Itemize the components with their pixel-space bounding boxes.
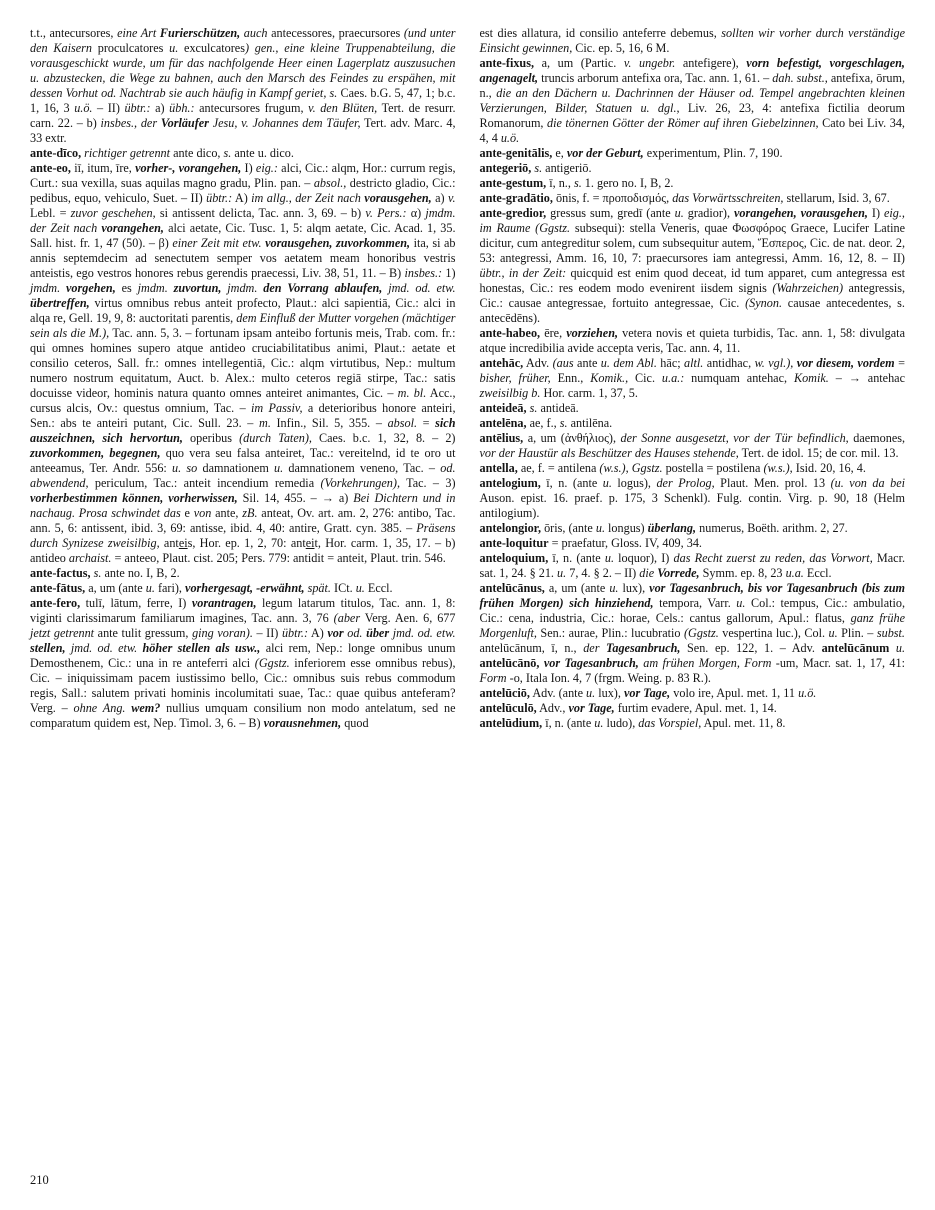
entry-paragraph: ante-fixus, a, um (Partic. v. ungebr. antefigere), vorn befestigt, vorgeschlagen, angenagelt, truncis arborum antefixa ora, Tac. ann. 1, 61. – dah. subst., antefixa, ōrum, n., die an den Dächern u. Dachrinnen der Häuser od. Tempel angebrachten kleinen Verzierungen, Bilder, Statuen u. dgl., Liv. 26, 23, 4: antefixa fictilia deorum Romanorum, die tönernen Götter der Römer auf ihren Giebelzinnen, Cato bei Liv. 34, 4, 4 u.ö.	[479, 56, 906, 145]
entry-paragraph: antelūcānus, a, um (ante u. lux), vor Tagesanbruch, bis vor Tagesanbruch (bis zum frühen Morgen) sich hinziehend, tempora, Varr. u. Col.: tempus, Cic.: ambulatio, Cic.: cena, industria, Cic.: horae, Cels.: cantus gallorum, Apul.: flatus, ganz frühe Morgenluft, Sen.: aurae, Plin.: lucubratio (Ggstz. vespertina luc.), Col. u. Plin. – subst. antelūcānum, ī, n., der Tagesanbruch, Sen. ep. 122, 1. – Adv. antelūcānum u. antelūcānō, vor Tagesanbruch, am frühen Morgen, Form -um, Macr. sat. 1, 17, 41: Form -o, Itala Ion. 4, 7 (frgm. Weing. p. 83 R.).	[479, 581, 906, 685]
entry-paragraph: antelūculō, Adv., vor Tage, furtim evadere, Apul. met. 1, 14.	[479, 701, 777, 715]
entry-paragraph: t.t., antecursores, eine Art Furierschützen, auch antecessores, praecursores (und unter den Kaisern proculcatores u. exculcatores) gen., eine kleine Truppenabteilung, die vorausgeschickt wurde, um für das nachfolgende Heer einen Lagerplatz auszusuchen u. abzustecken, die Wege zu bahnen, auch den Marsch des Feindes zu erspähen, mit dessen Vorhut od. Nachtrab sie auch häufig in Kampf geriet, s. Caes. b.G. 5, 47, 1; b.c. 1, 16, 3 u.ö. – II) übtr.: a) übh.: antecursores frugum, v. den Blüten, Tert. de resurr. carn. 22. – b) insbes., der Vorläufer Jesu, v. Johannes dem Täufer, Tert. adv. Marc. 4, 33 extr.	[30, 26, 456, 145]
entry-paragraph: ante-gradātio, ōnis, f. = προποδισμός, das Vorwärtsschreiten, stellarum, Isid. 3, 67.	[479, 191, 890, 205]
entry-paragraph: antelongior, ōris, (ante u. longus) überlang, numerus, Boëth. arithm. 2, 27.	[479, 521, 848, 535]
entry-paragraph: ante-loquitur = praefatur, Gloss. IV, 409, 34.	[479, 536, 702, 550]
entry-paragraph: antelēna, ae, f., s. antilēna.	[479, 416, 613, 430]
entry-paragraph: antelūciō, Adv. (ante u. lux), vor Tage, volo ire, Apul. met. 1, 11 u.ö.	[479, 686, 817, 700]
entry-paragraph: ante-habeo, ēre, vorziehen, vetera novis et quieta turbidis, Tac. ann. 1, 58: divulgata atque incredibilia avide accepta veris, Tac. ann. 4, 11.	[479, 326, 905, 355]
entry-paragraph: ante-gestum, ī, n., s. 1. gero no. I, B, 2.	[479, 176, 674, 190]
entry-paragraph: ante-gredior, gressus sum, gredī (ante u. gradior), vorangehen, vorausgehen, I) eig., im Raume (Ggstz. subsequi): stella Veneris, quae Φωσφόρος Graece, Lucifer Latine dicitur, cum antegreditur solem, cum subsequitur autem, Ἕσπερος, Cic. de nat. deor. 2, 53: antegressi, Amm. 16, 10, 7: praecursores iam antegressi, Amm. 16, 12, 8. – II) übtr., in der Zeit: quicquid est enim quod deceat, id tum apparet, cum antegressa est honestas, Cic.: res eodem modo evenirent iisdem signis (Wahrzeichen) antegressis, Cic.: causae antegressae, fortuito antegressae, Cic. (Synon. causae antecedentes, s. antecēdēns).	[479, 206, 905, 325]
entry-paragraph: ante-dīco, richtiger getrennt ante dico, s. ante u. dico.	[30, 146, 294, 160]
entry-paragraph: anteideā, s. antideā.	[479, 401, 579, 415]
entry-paragraph: antelogium, ī, n. (ante u. logus), der Prolog, Plaut. Men. prol. 13 (u. von da bei Auson. epist. 16. praef. p. 175, 3 Schenkl). Fulg. contin. Virg. p. 90, 18 (Helm antilogium).	[479, 476, 906, 520]
entry-paragraph: ante-eo, iī, itum, īre, vorher-, vorangehen, I) eig.: alci, Cic.: alqm, Hor.: currum regis, Curt.: sua vexilla, suas aquilas magno gradu, Plin. pan. – absol., destricto gladio, Cic.: pedibus, equo, vehiculo, Suet. – II) übtr.: A) im allg., der Zeit nach vorausgehen, a) v. Lebl. = zuvor geschehen, si antissent delicta, Tac. ann. 3, 69. – b) v. Pers.: α) jmdm. der Zeit nach vorangehen, alci aetate, Cic. Tusc. 1, 5: alqm aetate, Cic. Acad. 1, 35. Sall. hist. fr. 1, 47 (50). – β) einer Zeit mit etw. vorausgehen, zuvorkommen, ita, si ab annis septemdecim ad senectutem semper vos aetatem meam honoribus vestris anteistis, ego vestros honores rebus gerendis praecessi, Liv. 38, 51, 11. – B) insbes.: 1) jmdm. vorgehen, es jmdm. zuvortun, jmdm. den Vorrang ablaufen, jmd. od. etw. übertreffen, virtus omnibus rebus anteit profecto, Plaut.: alci sapientiā, Cic.: alci in alqa re, Gell. 19, 9, 8: auctoritati parentis, dem Einfluß der Mutter vorgehen (mächtiger sein als die M.), Tac. ann. 5, 3. – fortunam ipsam anteibo fortunis meis, Trab. com. fr.: qui omnes homines supero atque antideo cruciabilitatibus animi, Plaut.: aetate et consilio ceteros, Sall. fr.: omnes intellegentiā, Cic.: alqm virtutibus, Nep.: multum numero nostrum equitatum, Auct. b. Alex.: multo ceteros regiā stirpe, Tac.: satis docuisse videor, hominis natura quanto omnes anteiret animantes, Cic. – m. bl. Acc., cursus alcis, Ov.: questus omnium, Tac. – im Passiv, a deterioribus honore anteiri, Sen.: abs te anteiri putant, Cic. Sull. 23. – m. Infin., Sil. 5, 355. – absol. = sich auszeichnen, sich hervortun, operibus (durch Taten), Caes. b.c. 1, 32, 8. – 2) zuvorkommen, begegnen, quo vera seu falsa anteiret, Tac.: vereitelnd, id te oro ut anteeamus, Ter. Andr. 556: u. so damnationem u. damnationem veneno, Tac. – od. abwendend, periculum, Tac.: anteit incendium remedia (Vorkehrungen), Tac. – 3) vorherbestimmen können, vorherwissen, Sil. 14, 455. – → a) Bei Dichtern und in nachaug. Prosa schwindet das e von ante, zB. anteat, Ov. art. am. 2, 276: antibo, Tac. ann. 5, 6: antissent, ibid. 3, 69: antisse, ibid. 4, 40: antire, Gratt. cyn. 385. – Präsens durch Synizese zweisilbig, anteis, Hor. ep. 1, 2, 70: anteit, Hor. carm. 1, 35, 17. – b) antideo archaist. = anteeo, Plaut. cist. 205; Pers. 779: antidit = anteit, Plaut. trin. 546.	[30, 161, 456, 565]
entry-paragraph: anteloquium, ī, n. (ante u. loquor), I) das Recht zuerst zu reden, das Vorwort, Macr. sat. 1, 24. § 21. u. 7, 4. § 2. – II) die Vorrede, Symm. ep. 8, 23 u.a. Eccl.	[479, 551, 906, 580]
entry-paragraph: ante-fero, tulī, lātum, ferre, I) vorantragen, legum latarum titulos, Tac. ann. 1, 8: viginti clarissimarum familiarum imagines, Tac. ann. 3, 76 (aber Verg. Aen. 6, 677 jetzt getrennt ante tulit gressum, ging voran). – II) übtr.: A) vor od. über jmd. od. etw. stellen, jmd. od. etw. höher stellen als usw., alci rem, Nep.: longe omnibus unum Demosthenem, Cic.: una in re anteferri alci (Ggstz. inferiorem esse omnibus rebus), Cic. – iniquissimam pacem iustissimo bello, Cic.: omnibus suis rebus commodum regis, Sall.: salutem privati hominis incolumitati suae, Tac.: quae quibus anteferam? Verg. – ohne Ang. wem? nullius umquam consilium non modo antelatum, sed ne comparatum quidem est, Nep. Timol. 3, 6. – B) vorausnehmen, quod	[30, 596, 456, 730]
right-column	[480, 26, 906, 731]
entry-paragraph: ante-factus, s. ante no. I, B, 2.	[30, 566, 180, 580]
entry-paragraph: antelūdium, ī, n. (ante u. ludo), das Vorspiel, Apul. met. 11, 8.	[479, 716, 786, 730]
entry-paragraph: antella, ae, f. = antilena (w.s.), Ggstz. postella = postilena (w.s.), Isid. 20, 16, 4.	[479, 461, 866, 475]
entry-paragraph: ante-fātus, a, um (ante u. fari), vorhergesagt, -erwähnt, spät. ICt. u. Eccl.	[30, 581, 393, 595]
left-column	[30, 26, 456, 731]
text-columns	[30, 26, 905, 731]
entry-paragraph: est dies allatura, id consilio anteferre debemus, sollten wir vorher durch verständige Einsicht gewinnen, Cic. ep. 5, 16, 6 M.	[479, 26, 905, 55]
entry-paragraph: antēlius, a, um (ἀνθήλιος), der Sonne ausgesetzt, vor der Tür befindlich, daemones, vor der Haustür als Beschützer des Hauses stehende, Tert. de idol. 15; de cor. mil. 13.	[479, 431, 906, 460]
entry-paragraph: antegeriō, s. antigeriō.	[479, 161, 592, 175]
page-number: 210	[30, 1173, 49, 1187]
entry-paragraph: ante-genitālis, e, vor der Geburt, experimentum, Plin. 7, 190.	[479, 146, 783, 160]
entry-paragraph: antehāc, Adv. (aus ante u. dem Abl. hāc; altl. antidhac, w. vgl.), vor diesem, vordem = bisher, früher, Enn., Komik., Cic. u.a.: numquam antehac, Komik. – → antehac zweisilbig b. Hor. carm. 1, 37, 5.	[479, 356, 905, 400]
